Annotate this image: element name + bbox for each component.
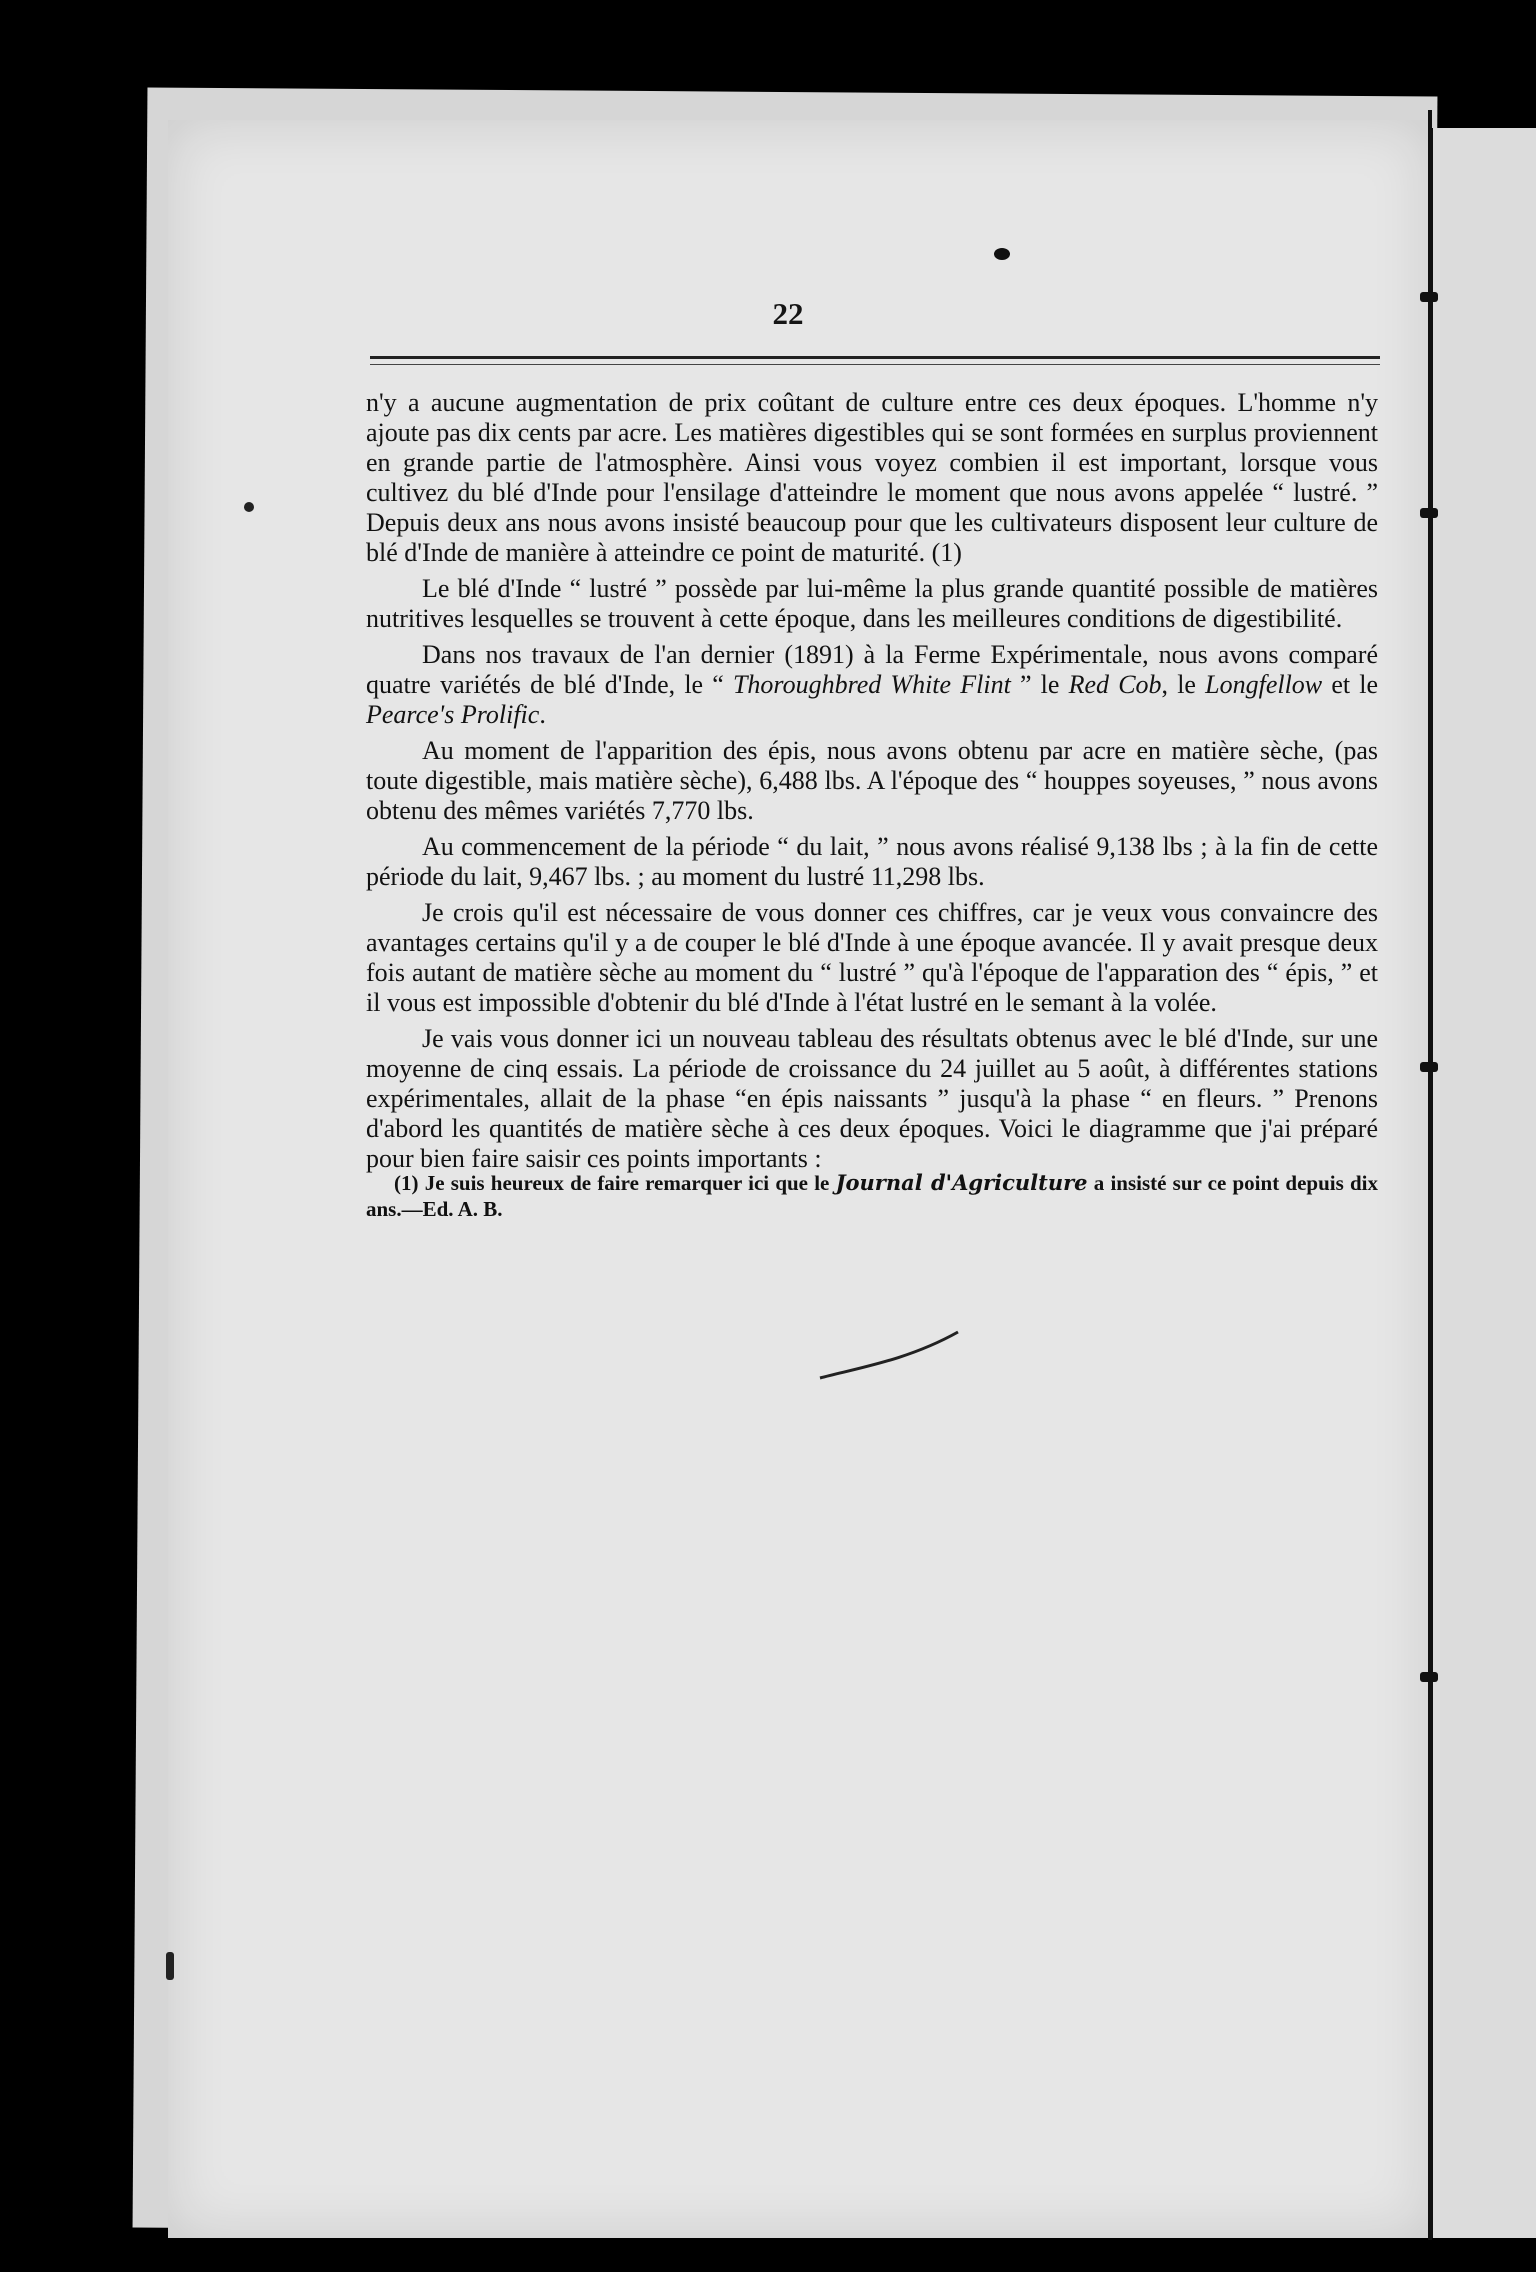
paragraph-text: Je vais vous donner ici un nouveau tableau des résultats obtenus avec le blé d'Inde, sur une moyenne de cinq essais. La période de croissance du 24 juillet au 5 août, à différentes stations expérimentales, allait de la phase “en épis naissants ” jusqu'à la phase “ en fleurs. ” Prenons d'abord les quantités de matière sèche à ces deux époques. Voici le diagramme que j'ai préparé pour bien faire saisir ces points importants : — [366, 1024, 1378, 1173]
paragraph — [366, 388, 1378, 568]
footnote-italic-text: Journal d'Agriculture — [835, 1170, 1088, 1195]
binding-mark — [1420, 1672, 1438, 1682]
paragraph-text: n'y a aucune augmentation de prix coûtant de culture entre ces deux époques. L'homme n'y ajoute pas dix cents par acre. Les matières digestibles qui se sont formées en surplus proviennent en grande partie de l'atmosphère. Ainsi vous voyez combien il est important, lorsque vous cultivez du blé d'Inde pour l'ensilage d'atteindre le moment que nous avons appelée “ lustré. ” Depuis deux ans nous avons insisté beaucoup pour que les cultivateurs disposent leur culture de blé d'Inde de manière à atteindre ce point de maturité. (1) — [366, 388, 1378, 567]
page-dot-mark — [994, 248, 1010, 260]
body-text — [366, 388, 1378, 1180]
paragraph — [366, 574, 1378, 634]
italic-text: Red Cob — [1068, 670, 1162, 699]
paragraph-text: Au commencement de la période “ du lait, ” nous avons réalisé 9,138 lbs ; à la fin de cette période du lait, 9,467 lbs. ; au moment du lustré 11,298 lbs. — [366, 832, 1378, 891]
paragraph-text: Au moment de l'apparition des épis, nous avons obtenu par acre en matière sèche, (pas toute digestible, mais matière sèche), 6,488 lbs. A l'époque des “ houppes soyeuses, ” nous avons obtenu des mêmes variétés 7,770 lbs. — [366, 736, 1378, 825]
italic-text: Longfellow — [1205, 670, 1323, 699]
paragraph — [366, 898, 1378, 1018]
footnote-text: a insisté sur ce point depuis dix ans.—Ed. A. B. — [366, 1171, 1378, 1221]
document-page — [168, 120, 1430, 2238]
binding-mark — [1420, 508, 1438, 518]
binding-edge — [1428, 110, 1432, 2240]
header-rule-thin — [370, 364, 1380, 365]
paragraph-text: et le — [1322, 670, 1379, 699]
paragraph — [366, 640, 1378, 730]
footnote-text: (1) Je suis heureux de faire remarquer ici que le — [394, 1171, 836, 1195]
handwritten-stroke — [818, 1320, 978, 1400]
page-number: 22 — [772, 296, 804, 331]
paragraph-text: , le — [1161, 670, 1206, 699]
paragraph-text: Je crois qu'il est nécessaire de vous donner ces chiffres, car je veux vous convaincre des avantages certains qu'il y a de couper le blé d'Inde à une époque avancée. Il y avait presque deux fois autant de matière sèche au moment du “ lustré ” qu'à l'époque de l'apparation des “ épis, ” et il vous est impossible d'obtenir du blé d'Inde à l'état lustré en le semant à la volée. — [366, 898, 1378, 1017]
paragraph — [366, 1024, 1378, 1174]
binding-mark — [1420, 1062, 1438, 1072]
scan-speck — [166, 1952, 174, 1980]
paragraph-text: Dans nos travaux de l'an dernier (1891) à la Ferme Expérimentale, nous avons comparé quatre variétés de blé d'Inde, le “ — [366, 640, 1378, 699]
footnote — [366, 1170, 1378, 1222]
paragraph-text: ” le — [1010, 670, 1069, 699]
paragraph-text: Le blé d'Inde “ lustré ” possède par lui-même la plus grande quantité possible de matières nutritives lesquelles se trouvent à cette époque, dans les meilleures conditions de digestibilité. — [366, 574, 1378, 633]
italic-text: Thoroughbred White Flint — [732, 670, 1011, 699]
header-rule — [370, 356, 1380, 359]
adjacent-page-edge — [1430, 128, 1536, 2238]
binding-mark — [1420, 292, 1438, 302]
paragraph — [366, 736, 1378, 826]
paragraph-text: . — [539, 700, 546, 729]
paragraph — [366, 832, 1378, 892]
italic-text: Pearce's Prolific — [366, 700, 540, 729]
scan-speck — [244, 502, 254, 512]
